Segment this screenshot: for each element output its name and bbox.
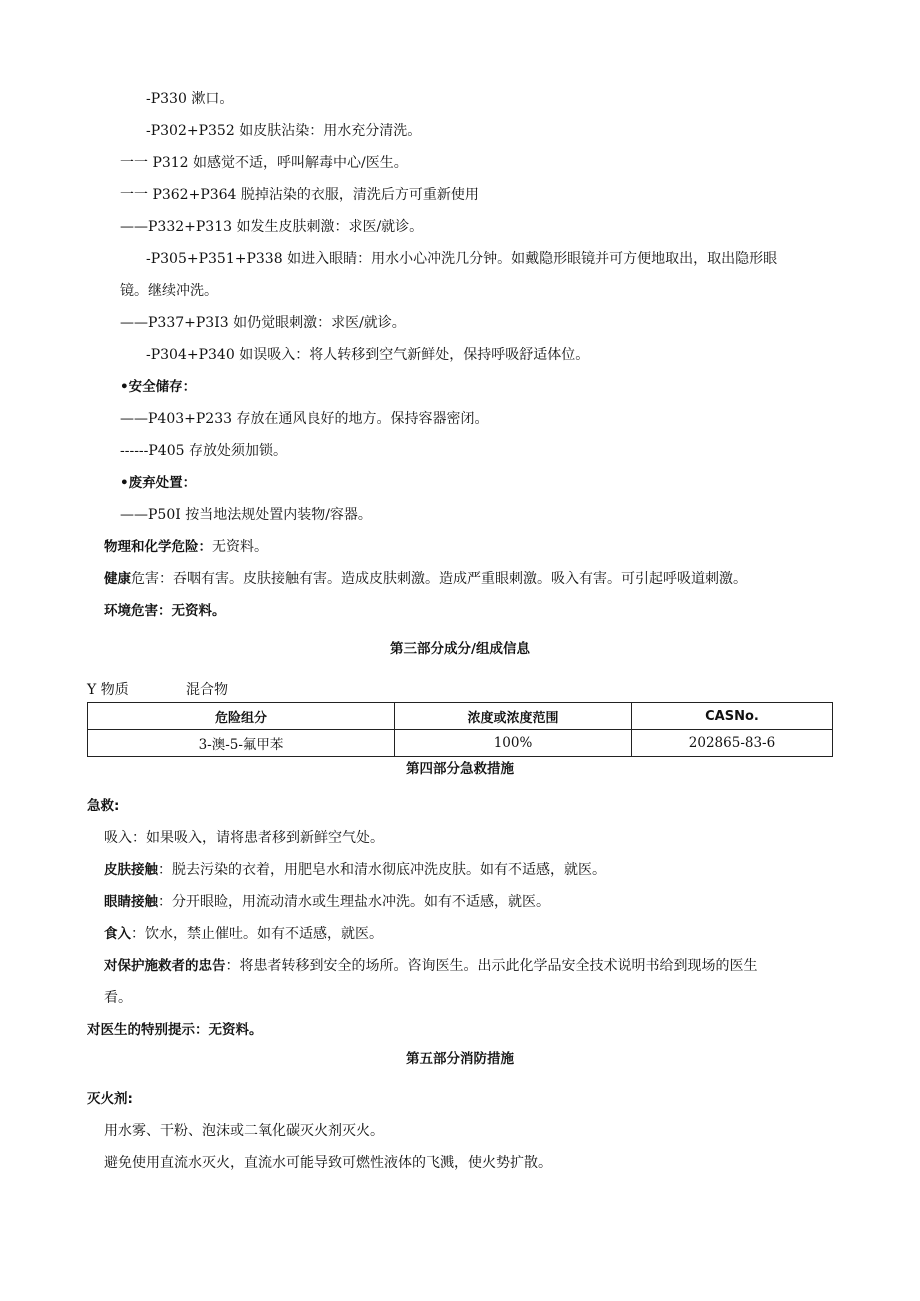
- precaution-p337: ——P337+P3I3 如仍觉眼刺激：求医/就诊。: [120, 315, 406, 331]
- substance-value: 混合物: [186, 682, 228, 698]
- section-4-title: 第四部分急救措施: [406, 761, 514, 777]
- table-row: [88, 730, 833, 757]
- first-aid-rescuer-cont: 看。: [104, 990, 132, 1006]
- col-header-concentration: 浓度或浓度范围: [395, 703, 632, 730]
- cell-cas: 202865-83-6: [632, 730, 833, 757]
- note-to-physician: 对医生的特别提示：无资料。: [87, 1022, 263, 1038]
- environment-hazard: 环境危害：无资料。: [104, 603, 226, 619]
- precaution-p312: 一一 P312 如感觉不适，呼叫解毒中心/医生。: [120, 155, 408, 171]
- precaution-p305-cont: 镜。继续冲洗。: [120, 283, 218, 299]
- precaution-p330: -P330 漱口。: [146, 91, 234, 107]
- precaution-p362: 一一 P362+P364 脱掉沾染的衣服，清洗后方可重新使用: [120, 187, 479, 203]
- first-aid-ingestion: [104, 925, 383, 943]
- first-aid-eye: [104, 893, 550, 911]
- first-aid-inhalation: 吸入：如果吸入，请将患者移到新鲜空气处。: [104, 830, 384, 846]
- first-aid-rescuer: [104, 957, 758, 975]
- health-hazard-label: 健康: [104, 571, 131, 587]
- ingestion-value: ：饮水，禁止催吐。如有不适感，就医。: [131, 926, 383, 942]
- precaution-p332: ——P332+P313 如发生皮肤刺激：求医/就诊。: [120, 219, 424, 235]
- section-5-title: 第五部分消防措施: [406, 1051, 514, 1067]
- section-3-title: 第三部分成分/组成信息: [390, 641, 530, 657]
- health-hazard-value: 危害：吞咽有害。皮肤接触有害。造成皮肤刺激。造成严重眼刺激。吸入有害。可引起呼吸道刺激。: [131, 571, 747, 587]
- substance-label: Y 物质: [87, 682, 129, 698]
- cell-component: 3-澳-5-氟甲苯: [88, 730, 395, 757]
- extinguishing-media: 用水雾、干粉、泡沫或二氧化碳灭火剂灭火。: [104, 1123, 384, 1139]
- cell-concentration: 100%: [395, 730, 632, 757]
- precaution-p302: -P302+P352 如皮肤沾染：用水充分清洗。: [146, 123, 422, 139]
- eye-contact-label: 眼睛接触: [104, 894, 158, 910]
- precaution-p305: -P305+P351+P338 如进入眼睛：用水小心冲洗几分钟。如戴隐形眼镜并可方便地取出，取出隐形眼: [146, 251, 778, 267]
- table-header-row: [88, 703, 833, 730]
- skin-contact-value: ：脱去污染的衣着，用肥皂水和清水彻底冲洗皮肤。如有不适感，就医。: [158, 862, 606, 878]
- skin-contact-label: 皮肤接触: [104, 862, 158, 878]
- physical-hazard-value: 无资料。: [212, 539, 268, 555]
- physical-hazard: [104, 538, 268, 556]
- health-hazard: [104, 570, 747, 588]
- col-header-cas: CASNo.: [632, 703, 833, 730]
- rescuer-advice-value: ：将患者转移到安全的场所。咨询医生。出示此化学品安全技术说明书给到现场的医生: [225, 958, 758, 974]
- col-header-component: 危险组分: [88, 703, 395, 730]
- first-aid-heading: 急救:: [87, 798, 120, 814]
- extinguishing-warning: 避免使用直流水灭火，直流水可能导致可燃性液体的飞溅，使火势扩散。: [104, 1155, 552, 1171]
- disposal-heading: •废弃处置：: [120, 475, 197, 491]
- disposal-p501: ——P50I 按当地法规处置内装物/容器。: [120, 507, 372, 523]
- storage-p405: ------P405 存放处须加锁。: [120, 443, 287, 459]
- rescuer-advice-label: 对保护施救者的忠告: [104, 958, 226, 974]
- first-aid-skin: [104, 861, 606, 879]
- composition-table: [87, 702, 833, 757]
- precaution-p304: -P304+P340 如误吸入：将人转移到空气新鲜处，保持呼吸舒适体位。: [146, 347, 590, 363]
- eye-contact-value: ：分开眼睑，用流动清水或生理盐水冲洗。如有不适感，就医。: [158, 894, 550, 910]
- ingestion-label: 食入: [104, 926, 131, 942]
- storage-p403: ——P403+P233 存放在通风良好的地方。保持容器密闭。: [120, 411, 489, 427]
- storage-heading: •安全储存：: [120, 379, 197, 395]
- physical-hazard-label: 物理和化学危险：: [104, 539, 212, 555]
- extinguishing-heading: 灭火剂:: [87, 1091, 133, 1107]
